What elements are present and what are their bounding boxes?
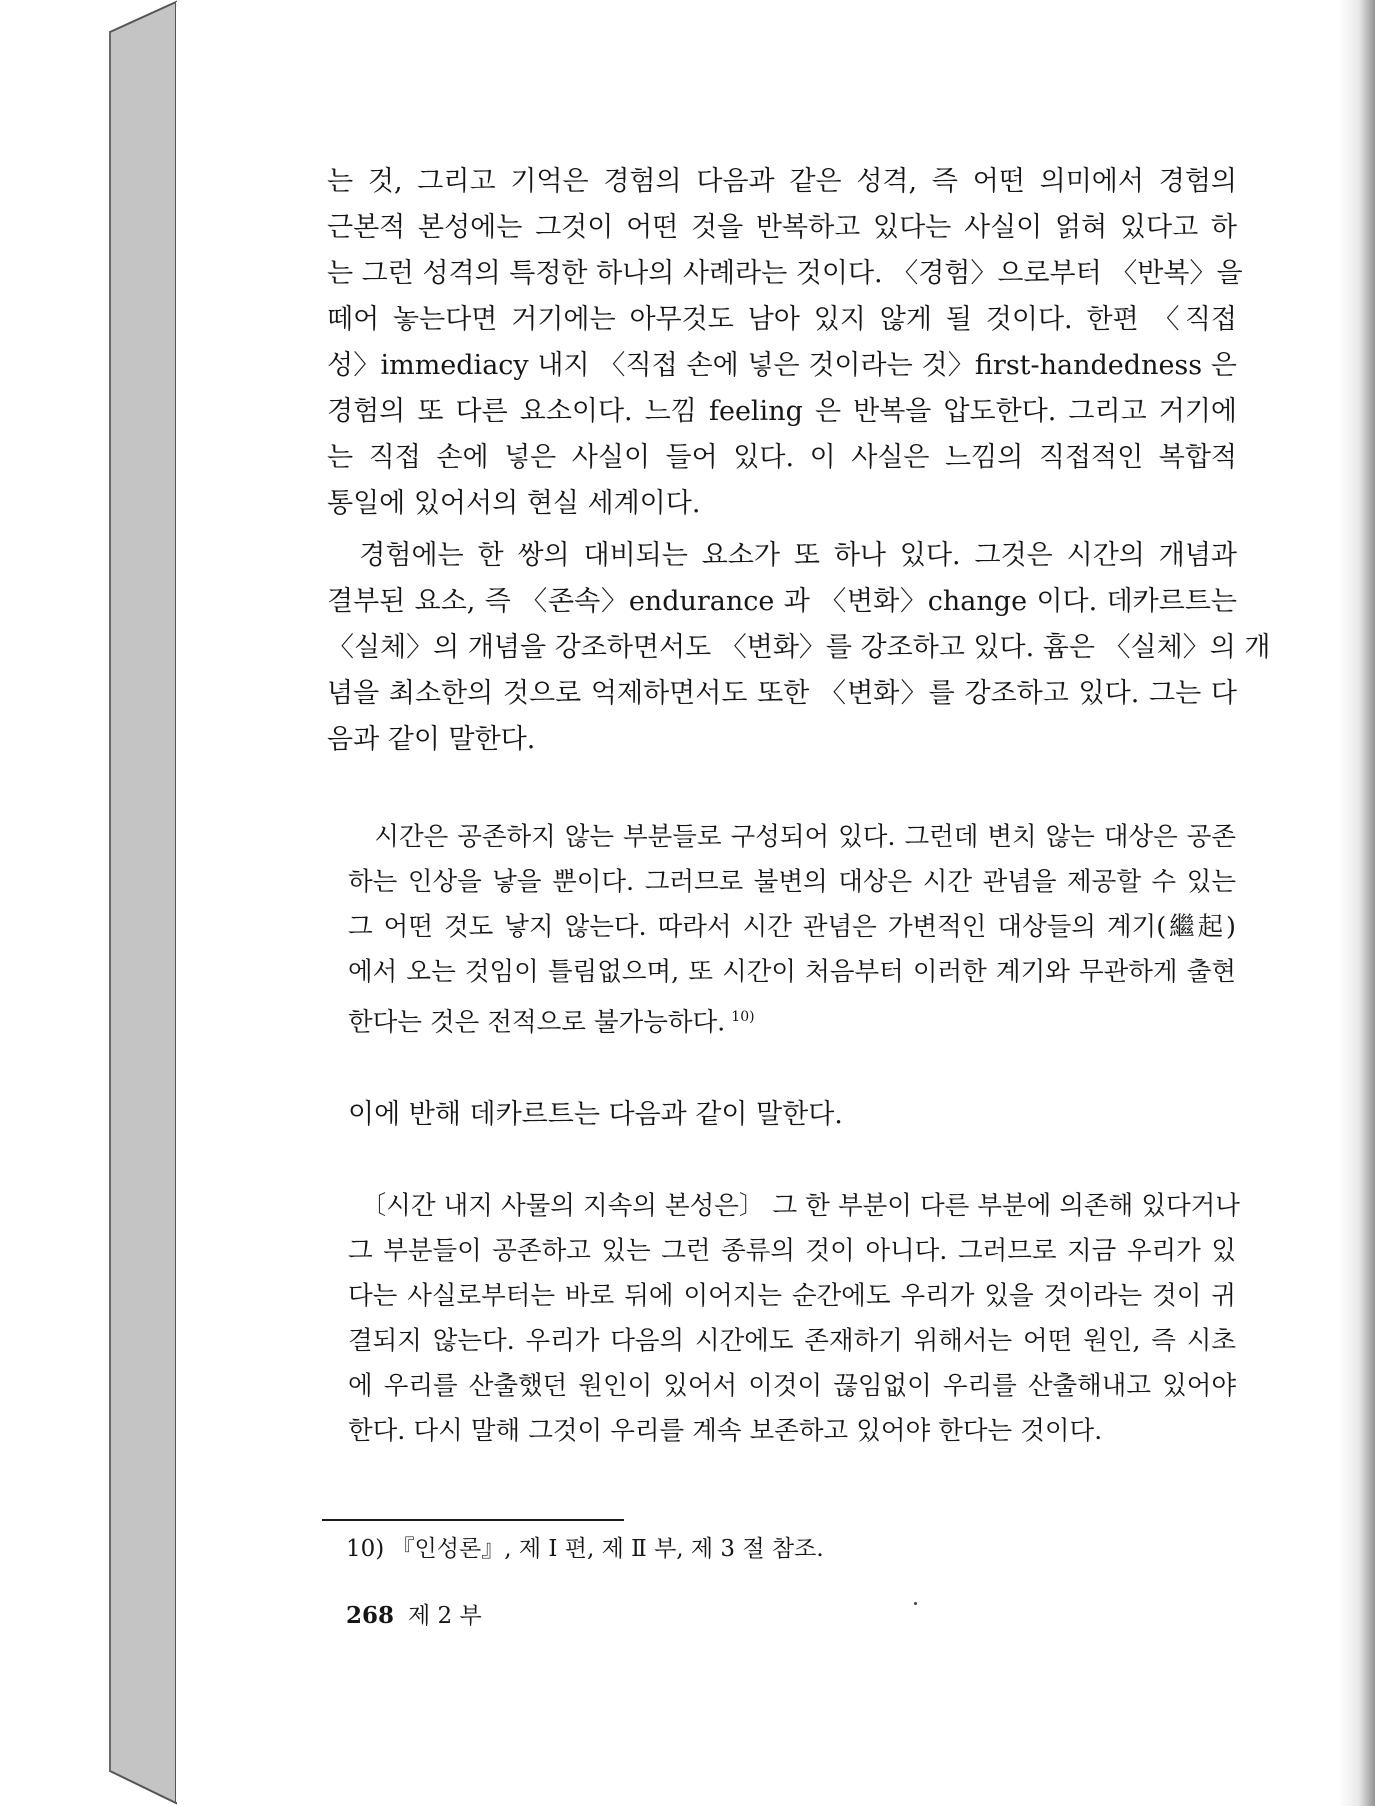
quote-line: 한다. 다시 말해 그것이 우리를 계속 보존하고 있어야 한다는 것이다. [348, 1416, 1103, 1446]
text-line: 통일에 있어서의 현실 세계이다. [327, 488, 701, 519]
text-line: 는 직접 손에 넣은 사실이 들어 있다. 이 사실은 느낌의 직접적인 복합적 [327, 442, 1237, 473]
quote-line: 다는 사실로부터는 바로 뒤에 이어지는 순간에도 우리가 있을 것이라는 것이 귀 [348, 1281, 1236, 1311]
paragraph-1 [327, 159, 1243, 527]
text-line: 떼어 놓는다면 거기에는 아무것도 남아 있지 않게 될 것이다. 한편 〈직접 [327, 304, 1237, 335]
quote-last-text: 한다는 것은 전적으로 불가능하다. [348, 1007, 726, 1038]
text-line: 〈실체〉의 개념을 강조하면서도 〈변화〉를 강조하고 있다. 흄은 〈실체〉의 개 [327, 632, 1271, 663]
quote-line: 〔시간 내지 사물의 지속의 본성은〕 그 한 부분이 다른 부분에 의존해 있다거나 [348, 1191, 1240, 1221]
text-line: 음과 같이 말한다. [327, 724, 536, 755]
text-line: 는 그런 성격의 특정한 하나의 사례라는 것이다. 〈경험〉으로부터 〈반복〉을 [327, 258, 1243, 289]
page-number: 268 [346, 1602, 395, 1629]
footnote-10: 10) 『인성론』, 제 Ⅰ 편, 제 Ⅱ 부, 제 3 절 참조. [346, 1536, 824, 1562]
footnote-rule [322, 1519, 624, 1521]
page-edge-shadow [1339, 0, 1375, 1806]
transition-sentence: 이에 반해 데카르트는 다음과 같이 말한다. [348, 1099, 843, 1130]
quote-line: 에 우리를 산출했던 원인이 있어서 이것이 끊임없이 우리를 산출해내고 있어야 [348, 1371, 1236, 1401]
footnote-reference: 10) [731, 1009, 755, 1025]
scan-speck [914, 1602, 917, 1605]
quote-line: 결되지 않는다. 우리가 다음의 시간에도 존재하기 위해서는 어떤 원인, 즉 시초 [348, 1326, 1236, 1356]
quote-line: 그 부분들이 공존하고 있는 그런 종류의 것이 아니다. 그러므로 지금 우리가 있 [348, 1236, 1236, 1266]
quote-line: 시간은 공존하지 않는 부분들로 구성되어 있다. 그런데 변치 않는 대상은 공존 [348, 822, 1236, 852]
text-line: 경험의 또 다른 요소이다. 느낌 feeling 은 반복을 압도한다. 그리고 거기에 [327, 396, 1237, 427]
part-label: 제 2 부 [408, 1603, 482, 1629]
text-line: 념을 최소한의 것으로 억제하면서도 또한 〈변화〉를 강조하고 있다. 그는 다 [327, 678, 1237, 709]
text-line: 근본적 본성에는 그것이 어떤 것을 반복하고 있다는 사실이 얽혀 있다고 하 [327, 212, 1237, 243]
quote-line: 하는 인상을 낳을 뿐이다. 그러므로 불변의 대상은 시간 관념을 제공할 수 있는 [348, 867, 1236, 897]
text-line: 는 것, 그리고 기억은 경험의 다음과 같은 성격, 즉 어떤 의미에서 경험의 [327, 166, 1237, 197]
quote-line: 그 어떤 것도 낳지 않는다. 따라서 시간 관념은 가변적인 대상들의 계기(繼起) [348, 912, 1236, 942]
quote-line: 에서 오는 것임이 틀림없으며, 또 시간이 처음부터 이러한 계기와 무관하게 출현 [348, 957, 1236, 987]
block-quote-descartes [348, 1184, 1240, 1454]
quote-line [348, 995, 1236, 1040]
text-line: 경험에는 한 쌍의 대비되는 요소가 또 하나 있다. 그것은 시간의 개념과 [327, 540, 1237, 571]
page-footer [346, 1597, 482, 1630]
block-quote-hume [348, 815, 1236, 1040]
text-line: 결부된 요소, 즉 〈존속〉endurance 과 〈변화〉change 이다. 데카르트는 [327, 586, 1237, 617]
text-line: 성〉immediacy 내지 〈직접 손에 넣은 것이라는 것〉first-handedness 은 [327, 350, 1237, 381]
paragraph-2 [327, 533, 1271, 763]
